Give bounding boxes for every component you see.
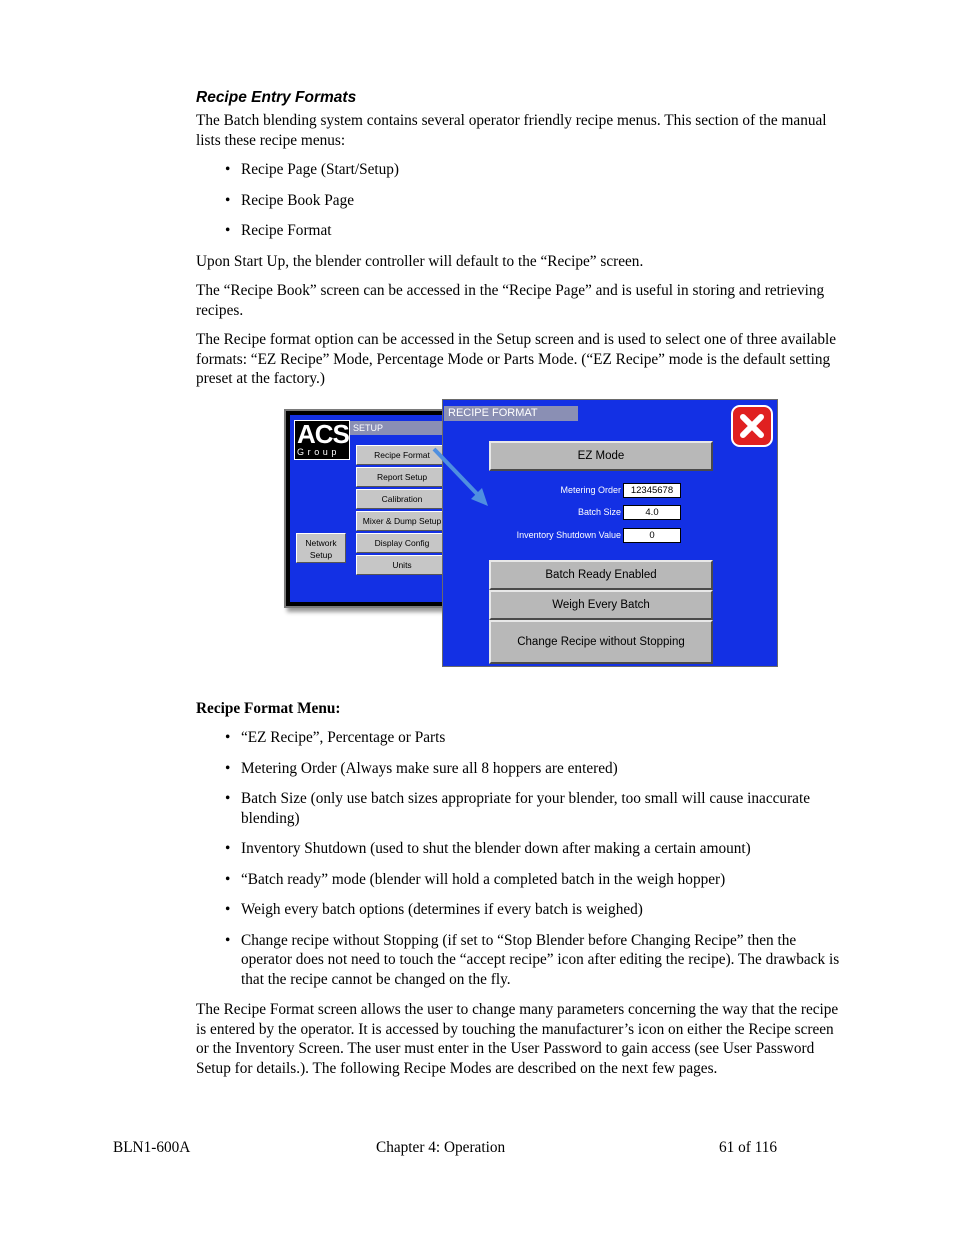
calibration-button[interactable]: Calibration — [356, 489, 448, 509]
change-recipe-button[interactable]: Change Recipe without Stopping — [489, 620, 713, 664]
recipe-format-screenshot — [196, 399, 844, 689]
list-item: • “EZ Recipe”, Percentage or Parts — [196, 728, 844, 748]
logo-subtext: Group — [297, 446, 341, 457]
logo-text: ACS — [297, 418, 349, 449]
list-item: • “Batch ready” mode (blender will hold a completed batch in the weigh hopper) — [196, 870, 844, 890]
batch-ready-button[interactable]: Batch Ready Enabled — [489, 560, 713, 590]
startup-paragraph: Upon Start Up, the blender controller will default to the “Recipe” screen. — [196, 252, 644, 270]
page-footer — [113, 1138, 793, 1158]
report-setup-button[interactable]: Report Setup — [356, 467, 448, 487]
recipe-format-title: RECIPE FORMAT — [444, 406, 578, 421]
list-item: • Batch Size (only use batch sizes appropriate for your blender, too small will cause inaccurate blending) — [196, 789, 844, 828]
list-item: • Metering Order (Always make sure all 8 hoppers are entered) — [196, 759, 844, 779]
recipe-book-paragraph: The “Recipe Book” screen can be accessed in the “Recipe Page” and is useful in storing and retrieving recipes. — [196, 282, 825, 319]
weigh-every-batch-button[interactable]: Weigh Every Batch — [489, 590, 713, 620]
closing-paragraph: The Recipe Format screen allows the user to change many parameters concerning the way that the recipe is entered by the operator. It is accessed by touching the manufacturer’s icon on either the Recipe screen or the Inventory Screen. The user must enter in the User Password to gain access (see User Password Setup for details.). The following Recipe Modes are described on the next few pages. — [196, 1001, 839, 1077]
pointer-arrow-icon — [196, 399, 844, 689]
network-setup-button[interactable]: Network Setup — [296, 533, 346, 563]
metering-order-field[interactable]: 12345678 — [623, 483, 681, 498]
recipe-format-options-list — [196, 728, 844, 989]
intro-paragraph: The Batch blending system contains several operator friendly recipe menus. This section of the manual lists these recipe menus: — [196, 112, 827, 149]
recipe-menus-list — [196, 160, 844, 241]
list-item: • Recipe Format — [196, 221, 844, 241]
mixer-dump-setup-button[interactable]: Mixer & Dump Setup — [356, 511, 448, 531]
units-button[interactable]: Units — [356, 555, 448, 575]
display-config-button[interactable]: Display Config — [356, 533, 448, 553]
list-item: • Inventory Shutdown (used to shut the blender down after making a certain amount) — [196, 839, 844, 859]
footer-doc-id: BLN1-600A — [113, 1139, 191, 1156]
list-item: • Weigh every batch options (determines if every batch is weighed) — [196, 900, 844, 920]
batch-size-label: Batch Size — [577, 506, 621, 517]
setup-title: SETUP — [350, 421, 453, 435]
recipe-format-menu-label: Recipe Format Menu: — [196, 699, 341, 717]
section-title: Recipe Entry Formats — [196, 89, 357, 106]
list-item: • Recipe Page (Start/Setup) — [196, 160, 844, 180]
list-item: • Recipe Book Page — [196, 191, 844, 211]
metering-order-label: Metering Order — [560, 484, 621, 495]
batch-size-field[interactable]: 4.0 — [623, 505, 681, 520]
ez-mode-button[interactable]: EZ Mode — [489, 441, 713, 471]
recipe-format-paragraph: The Recipe format option can be accessed in the Setup screen and is used to select one of three available formats: “EZ Recipe” Mode, Percentage Mode or Parts Mode. (“EZ Recipe” mode is the default setting preset at the factory.) — [196, 331, 837, 387]
inventory-shutdown-label: Inventory Shutdown Value — [516, 529, 621, 540]
inventory-shutdown-field[interactable]: 0 — [623, 528, 681, 543]
list-item: • Change recipe without Stopping (if set to “Stop Blender before Changing Recipe” then the operator does not need to touch the “accept recipe” icon after editing the recipe). The drawback is that the recipe cannot be changed on the fly. — [196, 931, 844, 990]
footer-page-number: 61 of 116 — [719, 1139, 778, 1156]
footer-chapter: Chapter 4: Operation — [376, 1139, 506, 1156]
page-content — [196, 88, 844, 1088]
recipe-format-button[interactable]: Recipe Format — [356, 445, 448, 465]
